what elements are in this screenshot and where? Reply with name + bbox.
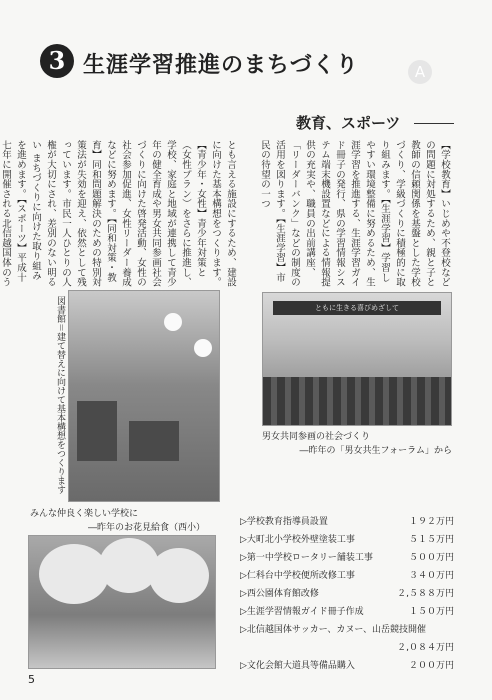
budget-item bbox=[240, 657, 454, 675]
budget-item-label: ▷生涯学習情報ガイド冊子作成 bbox=[240, 607, 364, 617]
body-text-column-1: 【学校教育】いじめや不登校などの問題に対処するため、親と子と教師の信頼関係を基盤とした学校づくり、学級づくりに積極的に取り組みます。【生涯学習】学習しやすい環境整備に努めるため、生涯学習を推進する、生涯学習ガイド冊子の発行、県の学習情報システム端末機設置などによる情報提供の充実や、職員の出前講座、「リーダーバンク」などの制度の活用を図ります。【生涯学習】市民の待望の一つ bbox=[259, 140, 450, 287]
budget-item bbox=[240, 513, 454, 531]
section-number-badge: 3 bbox=[40, 44, 74, 78]
ceiling-lamp bbox=[164, 313, 182, 331]
library-caption: 図書館＝建て替えに向けて基本構想をつくります bbox=[55, 296, 65, 495]
budget-item-amount: ２,５８８万円 bbox=[397, 589, 454, 599]
budget-item-label: ▷文化会館大道具等備品購入 bbox=[240, 661, 355, 671]
forum-caption-line-2: ―昨年の「男女共生フォーラム」から bbox=[299, 446, 452, 456]
budget-item bbox=[240, 549, 454, 567]
budget-item-label: ▷大町北小学校外壁塗装工事 bbox=[240, 535, 355, 545]
park-caption-line-1: みんな仲良く楽しい学校に bbox=[30, 509, 139, 519]
body-text-column-2: とも言える施設にするため、建設に向けた基本構想をつくります。【青少年・女性】青少年対策と（女性プラン）をさらに推進し、学校、家庭と地域が連携して青少年の健全育成や男女共同参画社会づくりに向けた啓発活動、女性の社会参加促進、女性リーダー養成などに努めます。【同和対策・教育】同和問題解決のための特別対策法が失効を迎え、依然として残っています。市民一人ひとりの人権が大切にされ、差別のない明るい まちづくりに向けた取り組みを進めます。【スポーツ】平成十七年に開催される北信越国体のう bbox=[0, 140, 236, 287]
budget-item-label: ▷第一中学校ロータリー舗装工事 bbox=[240, 553, 373, 563]
budget-item bbox=[240, 531, 454, 549]
budget-item bbox=[240, 585, 454, 603]
park-caption-line-2: ―昨年のお花見給食（西小） bbox=[88, 523, 206, 533]
budget-item bbox=[240, 567, 454, 585]
audience bbox=[263, 377, 451, 425]
budget-item-label: ▷北信越国体サッカー、カヌー、山岳競技開催 bbox=[240, 625, 427, 635]
cherry-tree bbox=[149, 548, 209, 603]
park-caption bbox=[30, 507, 230, 535]
budget-item-label: ▷仁科台中学校便所改修工事 bbox=[240, 571, 355, 581]
forum-photo bbox=[262, 292, 452, 426]
bookshelf bbox=[129, 421, 179, 461]
forum-banner: ともに生きる喜びめざして bbox=[273, 301, 441, 315]
forum-caption bbox=[262, 430, 452, 458]
library-photo bbox=[68, 290, 220, 502]
page-number: 5 bbox=[28, 673, 35, 686]
budget-item-label: ▷学校教育指導員設置 bbox=[240, 517, 328, 527]
budget-item-amount: １５０万円 bbox=[408, 607, 454, 617]
budget-item-amount: ５１５万円 bbox=[408, 535, 454, 545]
budget-item-amount: ３４０万円 bbox=[408, 571, 454, 581]
page-title: 生涯学習推進のまちづくり bbox=[83, 53, 359, 78]
budget-item-label: ▷西公園体育館改修 bbox=[240, 589, 319, 599]
budget-item bbox=[240, 621, 454, 657]
budget-item bbox=[240, 603, 454, 621]
watermark-badge: A bbox=[408, 60, 432, 84]
cherry-blossom-photo bbox=[28, 535, 216, 669]
budget-item-amount: ２００万円 bbox=[408, 661, 454, 671]
ceiling-lamp bbox=[194, 339, 212, 357]
page-subtitle: 教育、スポーツ bbox=[296, 114, 401, 132]
budget-item-amount: ５００万円 bbox=[408, 553, 454, 563]
bookshelf bbox=[77, 401, 117, 461]
forum-caption-line-1: 男女共同参画の社会づくり bbox=[262, 432, 371, 442]
budget-item-amount: ２,０８４万円 bbox=[397, 643, 454, 653]
budget-list bbox=[240, 513, 454, 675]
subtitle-rule bbox=[414, 123, 454, 124]
budget-item-amount: １９２万円 bbox=[408, 517, 454, 527]
cherry-tree bbox=[39, 544, 109, 604]
